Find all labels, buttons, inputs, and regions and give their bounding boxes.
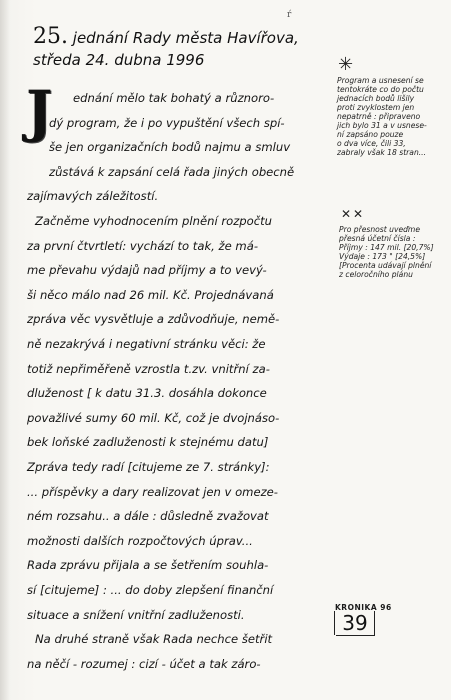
body-line: ... příspěvky a dary realizovat jen v omeze-: [27, 484, 278, 499]
side-note-program: [337, 76, 427, 157]
entry-heading: [33, 26, 323, 71]
body-line: Rada zprávu přijala a se šetřením souhla-: [27, 558, 269, 573]
side-note-line: Výdaje : 173 " [24,5%]: [339, 252, 426, 261]
body-line: totiž nepřiměřeně vzrostla t.zv. vnitřní za-: [27, 361, 270, 376]
body-line: za první čtvrtletí: vychází to tak, že má-: [27, 238, 259, 253]
side-note-line: o dva více, čili 33,: [337, 139, 406, 148]
double-cross-footnote-marker: ✕✕: [341, 207, 366, 221]
side-note-figures: [339, 225, 434, 279]
asterisk-footnote-marker: ✳: [338, 54, 354, 75]
drop-cap-initial: J: [26, 79, 53, 145]
body-line: zpráva věc vysvětluje a zdůvodňuje, nemě-: [27, 312, 280, 327]
side-note-line: přesná účetní čísla :: [339, 234, 416, 243]
side-note-line: tentokráte co do počtu: [337, 85, 424, 94]
body-line: situace a snížení vnitřní zadluženosti.: [27, 607, 245, 622]
body-line: zajímavých záležitostí.: [27, 189, 159, 204]
entry-number: 25.: [33, 24, 68, 49]
body-line: sí [citujeme] : ... do doby zlepšení finanční: [27, 583, 274, 597]
side-note-line: Pro přesnost uveďme: [339, 225, 421, 234]
body-line: Začněme vyhodnocením plnění rozpočtu: [35, 214, 273, 228]
body-line: ném rozsahu.. a dále : důsledně zvažovat: [27, 509, 269, 524]
page-gutter-shadow: [0, 0, 10, 700]
corner-mark: ŕ: [287, 10, 292, 20]
body-line: na něčí - rozumej : cizí - účet a tak záro-: [27, 656, 261, 671]
body-line: Na druhé straně však Rada nechce šetřit: [35, 632, 273, 647]
side-note-line: ní zapsáno pouze: [337, 130, 404, 139]
side-note-line: nepatrně : připraveno: [337, 112, 421, 121]
body-line: Zpráva tedy radí [citujeme ze 7. stránky]:: [27, 460, 270, 474]
side-note-line: jednacích bodů lišily: [337, 94, 415, 103]
body-line: dý program, že i po vypuštění všech spí-: [49, 115, 285, 130]
side-note-line: [Procenta udávají plnění: [339, 261, 432, 270]
body-line: ši něco málo nad 26 mil. Kč. Projednávaná: [27, 287, 274, 302]
heading-date: středa 24. dubna 1996: [33, 51, 205, 69]
page-number-box: 39: [336, 611, 375, 636]
body-line: ednání mělo tak bohatý a různoro-: [73, 91, 275, 105]
body-line: me převahu výdajů nad příjmy a to vevý-: [27, 263, 267, 278]
body-line: bek loňské zadluženosti k stejnému datu]: [27, 435, 269, 450]
body-line: považlivé sumy 60 mil. Kč, což je dvojnáso-: [27, 410, 280, 425]
kronika-label: KRONIKA 96: [335, 603, 392, 612]
heading-line-1: [33, 26, 323, 49]
side-note-line: Program a usnesení se: [337, 76, 424, 85]
body-line: dluženost [ k datu 31.3. dosáhla dokonce: [27, 386, 267, 401]
body-line: možnosti dalších rozpočtových úprav...: [27, 533, 253, 548]
heading-title: jednání Rady města Havířova,: [72, 29, 299, 47]
side-note-line: proti zvyklostem jen: [337, 103, 415, 112]
side-note-line: zabraly však 18 stran...: [337, 148, 427, 157]
body-line: ně nezakrývá i negativní stránku věci: že: [27, 337, 266, 351]
side-note-line: jich bylo 31 a v usnese-: [337, 121, 427, 130]
side-note-line: z celoročního plánu: [339, 270, 413, 279]
side-note-line: Příjmy : 147 mil. [20,7%]: [339, 243, 434, 252]
body-line: zůstává k zapsání celá řada jiných obecně: [49, 164, 295, 179]
body-line: še jen organizačních bodů najmu a smluv: [49, 140, 291, 155]
